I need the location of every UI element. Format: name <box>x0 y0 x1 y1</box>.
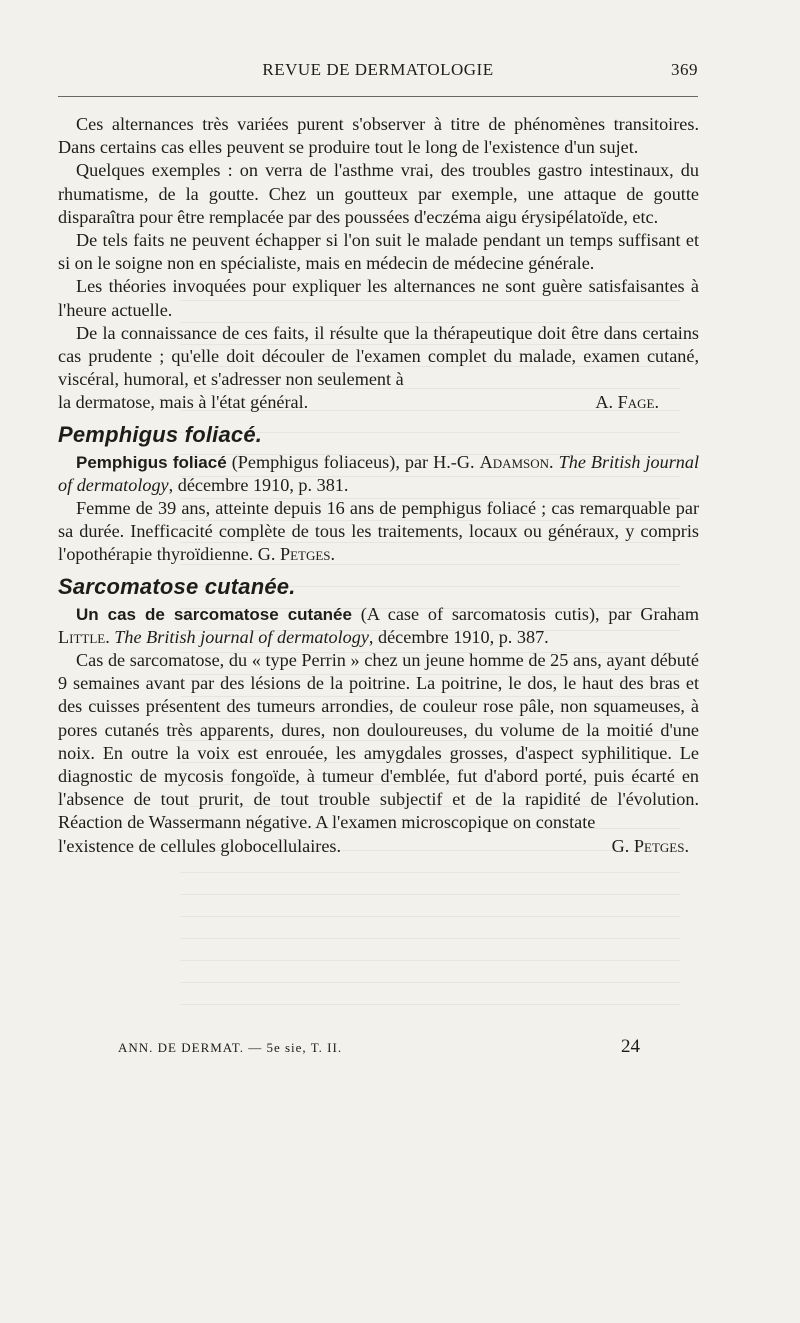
citation-text: (Pemphigus foliaceus), par H.-G. <box>226 451 480 472</box>
abstract-pemphigus <box>58 497 699 567</box>
intro-paragraph: De tels faits ne peuvent échapper si l'on suit le malade pendant un temps suffisant et si on le soigne non en spécialiste, mais en médecin de médecine générale. <box>58 230 699 274</box>
abstract-signature: G. Petges. <box>611 835 689 856</box>
abstract-sarcomatose: Cas de sarcomatose, du « type Perrin » chez un jeune homme de 25 ans, ayant débuté 9 semaines avant par des lésions de la poitrine. La poitrine, le dos, le haut des bras et des cuisses présentent des tumeurs arrondies, de couleur rose pâle, non squameuses, à pores cutanés très apparents, dures, non douloureuses, du volume de la moitié d'une noix. En outre la voix est enrouée, les amygdales grosses, d'aspect syphilitique. Le diagnostic de mycosis fongoïde, à tumeur d'emblée, fut d'abord porté, puis écarté en l'absence de tout prurit, de tout trouble subjectif et de la rapidité de l'évolution. Réaction de Wassermann négative. A l'examen microscopique on constate <box>58 650 699 833</box>
intro-paragraph: Les théories invoquées pour expliquer les alternances ne sont guère satisfaisantes à l'heure actuelle. <box>58 276 699 320</box>
journal-name: The British journal of dermatology <box>114 626 369 647</box>
page-number: 369 <box>671 60 698 79</box>
main-text <box>58 113 699 858</box>
journal-name: The British journal of dermatology <box>58 451 700 495</box>
signature-mark: ANN. DE DERMAT. — 5e sie, T. II. <box>118 1040 343 1055</box>
abstract-text: Femme de 39 ans, atteinte depuis 16 ans de pemphigus foliacé ; cas remarquable par sa durée. Inefficacité complète de tous les traitements, locaux ou généraux, y compris l'opothérapie thyroïdienne. <box>58 498 699 565</box>
citation-text: , décembre 1910, p. 381. <box>168 474 349 495</box>
section-heading-sarcomatose: Sarcomatose cutanée. <box>58 573 296 599</box>
header-rule <box>58 96 698 97</box>
article-title: Pemphigus foliacé <box>76 452 227 472</box>
citation-text: , décembre 1910, p. 387. <box>368 626 549 647</box>
intro-paragraph: Ces alternances très variées purent s'observer à titre de phénomènes transitoires. Dans certains cas elles peuvent se produire tout le long de l'existence d'un sujet. <box>58 114 699 158</box>
citation-text: . <box>105 626 115 647</box>
running-title: REVUE DE DERMATOLOGIE <box>262 60 494 79</box>
author-name: Adamson <box>479 451 550 472</box>
citation-text: (A case of sarcomatosis cutis), par Graham <box>351 603 699 624</box>
article-title: Un cas de sarcomatose cutanée <box>76 604 352 624</box>
intro-signature: A. Fage. <box>595 392 659 413</box>
intro-last-line: la dermatose, mais à l'état général. <box>58 392 309 413</box>
intro-signoff <box>58 391 699 414</box>
citation-text: . <box>549 451 559 472</box>
citation-sarcomatose <box>58 603 699 649</box>
folio: 24 <box>621 1036 640 1057</box>
section-heading-pemphigus: Pemphigus foliacé. <box>58 421 263 447</box>
sarcomatose-signoff <box>58 835 699 858</box>
citation-pemphigus <box>58 451 699 497</box>
abstract-signature: G. Petges. <box>257 544 336 565</box>
running-head <box>58 60 698 84</box>
intro-paragraph: De la connaissance de ces faits, il résulte que la thérapeutique doit être dans certains cas prudente ; qu'elle doit découler de l'examen complet du malade, examen cutané, viscéral, humoral, et s'adresser non seulement à <box>58 322 699 390</box>
intro-paragraph: Quelques exemples : on verra de l'asthme vrai, des troubles gastro intestinaux, du rhumatisme, de la goutte. Chez un goutteux par exemple, une attaque de goutte disparaîtra pour être remplacée par des poussées d'eczéma aigu érysipélatoïde, etc. <box>58 160 699 227</box>
abstract-last-line: l'existence de cellules globocellulaires. <box>58 835 342 856</box>
author-name: Little <box>58 626 106 647</box>
